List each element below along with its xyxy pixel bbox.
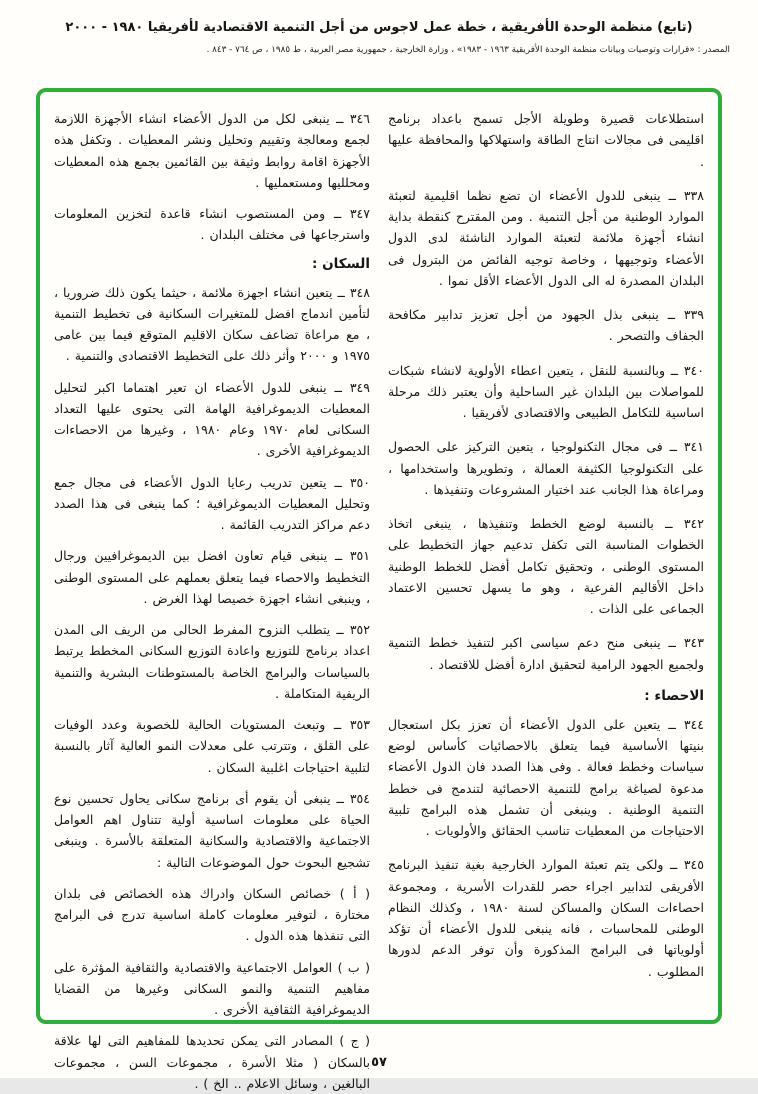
paragraph: ٣٤٩ ــ ينبغى للدول الأعضاء ان تعير اهتماما اكبر لتحليل المعطيات الديموغرافية الهامة التى يحتوى عليها التعداد السكانى لعام ١٩٧٠ وعام ١٩٨٠ ، وغيرها من الاحصاءات الديموغرافية الأخرى . xyxy=(54,379,370,459)
paragraph: ٣٥٠ ــ يتعين تدريب رعايا الدول الأعضاء فى مجال جمع وتحليل المعطيات الديموغرافية ؛ كما ينبغى فى هذا الصدد دعم مراكز التدريب القائمة . xyxy=(54,474,370,532)
paragraph: ( ج ) المصادر التى يمكن تحديدها للمفاهيم التى لها علاقة بالسكان ( مثلا الأسرة ، مجموعات السن ، مجموعات البالغين ، وسائل الاعلام .. الخ ) . xyxy=(54,1033,370,1091)
column-right xyxy=(388,108,704,1010)
paragraph: ٣٣٩ ــ ينبغى بذل الجهود من أجل تعزيز تدابير مكافحة الجفاف والتصحر . xyxy=(388,307,704,344)
paragraph: ٣٤١ ــ فى مجال التكنولوجيا ، يتعين التركيز على الحصول على التكنولوجيا الكثيفة العمالة ، وتطويرها واستخدامها ، ومراعاة هذا الجانب عند اختيار المشروعات وتنفيذها . xyxy=(388,439,704,497)
column-left xyxy=(54,108,370,1091)
header-title: (تابع) منظمة الوحدة الأفريقية ، خطة عمل لاجوس من أجل التنمية الاقتصادية لأفريقيا ١٩٨٠ - ٢٠٠٠ xyxy=(65,20,693,35)
paragraph: ٣٤٣ ــ ينبغى منح دعم سياسى اكبر لتنفيذ خطط التنمية ولجميع الجهود الرامية لتحقيق ادارة أفضل للاقتصاد . xyxy=(388,635,704,672)
paragraph: ٣٤٧ ــ ومن المستصوب انشاء قاعدة لتخزين المعلومات واسترجاعها فى مختلف البلدان . xyxy=(54,206,370,243)
source-line: المصدر : «قرارات وتوصيات وبيانات منظمة الوحدة الأفريقية ١٩٦٣ - ١٩٨٣» ، وزارة الخارجية ، جمهورية مصر العربية ، ط ١٩٨٥ ، ص ٧٦٤ - ٨٤٣ . xyxy=(206,45,730,55)
paragraph: ٣٤٥ ــ ولكى يتم تعبئة الموارد الخارجية بغية تنفيذ البرنامج الأفريقى لتدابير اجراء حصر للقدرات الأسرية ، ومجموعة احصاءات السكان والمساكن لسنة ١٩٨٠ ، وكذلك النظام الوطنى للمحاسبات ، فانه ينبغى للدول الأعضاء أن تؤكد أولوياتها فى البرامج المذكورة وأن توفر الدعم لدورها المطلوب . xyxy=(388,857,705,979)
paragraph: ٣٥١ ــ ينبغى قيام تعاون افضل بين الديموغرافيين ورجال التخطيط والاحصاء فيما يتعلق بعملهم على المستوى الوطنى ، وينبغى انشاء اجهزة خصيصا لهذا الغرض . xyxy=(54,548,370,606)
page-number: ٥٧ xyxy=(371,1055,387,1070)
paragraph: استطلاعات قصيرة وطويلة الأجل تسمح باعداد برنامج اقليمى فى مجالات انتاج الطاقة واستهلاكها والمحافظة عليها . xyxy=(388,111,704,169)
paragraph: ٣٥٣ ــ وتبعث المستويات الحالية للخصوبة وعدد الوفيات على القلق ، وتترتب على معدلات النمو العالية آثار بالنسبة لتلبية احتياجات اغلبية السكان . xyxy=(54,717,370,775)
paragraph: ٣٤٢ ــ بالنسبة لوضع الخطط وتنفيذها ، ينبغى اتخاذ الخطوات المناسبة التى تكفل تدعيم جهاز التخطيط على المستوى الوطنى ، وتحقيق تكامل أفضل للخطط الوطنية داخل الأقاليم الفرعية ، وهو ما يسهل تحسين الاعتماد الجماعى على الذات . xyxy=(388,516,704,616)
paragraph: ٣٥٢ ــ يتطلب النزوح المفرط الحالى من الريف الى المدن اعداد برنامج للتوزيع واعادة التوزيع السكانى المخطط يرتبط بالسياسات والبرامج الخاصة بالمستوطنات البشرية والتنمية الريفية المتكاملة . xyxy=(54,622,370,701)
paragraph: ٣٤٠ ــ وبالنسبة للنقل ، يتعين اعطاء الأولوية لانشاء شبكات للمواصلات بين البلدان غير الساحلية وأن يعتبر ذلك مرحلة اساسية للتكامل الطبيعى والاقتصادى لأفريقيا . xyxy=(388,362,704,420)
page-header xyxy=(28,20,730,55)
paragraph: ٣٤٨ ــ يتعين انشاء اجهزة ملائمة ، حيثما يكون ذلك ضروريا ، لتأمين اندماج افضل للمتغيرات السكانية فى تخطيط التنمية ، مع مراعاة تضاعف سكان الاقليم المتوقع فيما بين عامى ١٩٧٥ و ٢٠٠٠ وأثر ذلك على التخطيط الاقتصادى والتنمية . xyxy=(54,284,370,364)
paragraph: ٣٣٨ ــ ينبغى للدول الأعضاء ان تضع نظما اقليمية لتعبئة الموارد الوطنية من أجل التنمية . ومن المقترح كنقطة بداية انشاء أجهزة ملائمة لتعبئة الموارد الناشئة لدى الدول الأعضاء وتوجيهها ، وخاصة توجيه الفائض من البترول فى البلدان المصدرة له الى الدول الأعضاء الأقل نموا . xyxy=(388,187,704,288)
paragraph: ٣٤٤ ــ يتعين على الدول الأعضاء أن تعزز بكل استعجال بنيتها الأساسية فيما يتعلق بالاحصائيات كأساس لوضع سياسات وخطط فعالة . وفى هذا الصدد فان الدول الأعضاء مدعوة لصياغة برامج للتنمية الاحصائية لتندمج فى خطط التنمية الوطنية . وينبغى أن تشمل هذه البرامج تلبية الاحتياجات من المعطيات تناسب الحقائق والأولويات . xyxy=(388,716,704,838)
paragraph: ٣٥٤ ــ ينبغى أن يقوم أى برنامج سكانى يحاول تحسين نوع الحياة على معلومات اساسية أولية تتناول اهم العوامل الاجتماعية والاقتصادية والسكانية المتعلقة بالأسرة . وينبغى تشجيع البحوث حول الموضوعات التالية : xyxy=(54,790,370,870)
paragraph: ٣٤٦ ــ ينبغى لكل من الدول الأعضاء انشاء الأجهزة اللازمة لجمع ومعالجة وتقييم وتحليل ونشر المعطيات . وتكفل هذه الأجهزة اقامة روابط وثيقة بين القائمين بجمع هذه المعطيات ومحلليها ومستعمليها . xyxy=(54,111,370,190)
paragraph: ( أ ) خصائص السكان وادراك هذه الخصائص فى بلدان مختارة ، لتوفير معلومات كاملة اساسية تدرج فى البرامج التى تنفذها هذه الدول . xyxy=(54,885,370,944)
section-heading: السكان : xyxy=(312,255,370,272)
paragraph: ( ب ) العوامل الاجتماعية والاقتصادية والثقافية المؤثرة على مفاهيم التنمية والنمو السكانى وغيرها من القضايا الديموغرافية الثقافية الأخرى . xyxy=(54,959,370,1017)
section-heading: الاحصاء : xyxy=(644,687,704,704)
